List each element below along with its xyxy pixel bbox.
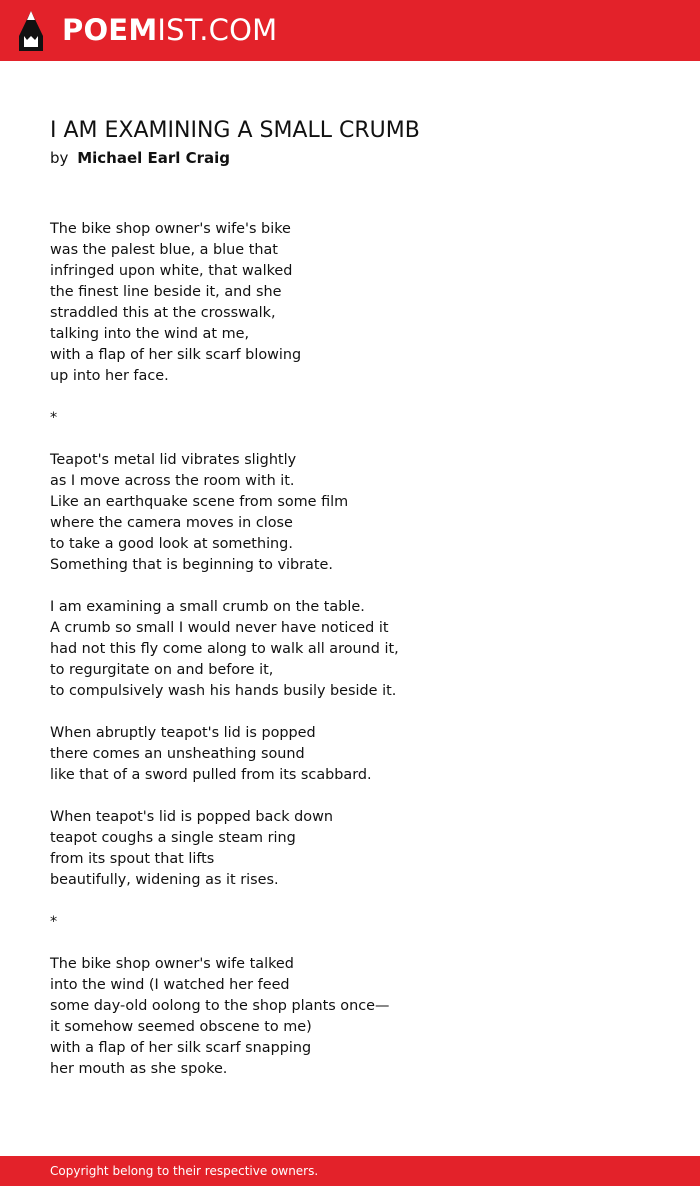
poem-body bbox=[50, 219, 650, 1101]
poem-line: was the palest blue, a blue that bbox=[50, 242, 278, 258]
poem-line: had not this fly come along to walk all around it, bbox=[50, 641, 399, 657]
poem-stanza bbox=[50, 912, 650, 933]
poem-stanza bbox=[50, 597, 650, 702]
byline bbox=[50, 148, 230, 169]
poem-line: there comes an unsheathing sound bbox=[50, 746, 305, 762]
copyright-text: Copyright belong to their respective owners. bbox=[50, 1164, 319, 1178]
poem-line: her mouth as she spoke. bbox=[50, 1061, 228, 1077]
poem-line: some day-old oolong to the shop plants once— bbox=[50, 998, 390, 1014]
poem-line: to compulsively wash his hands busily beside it. bbox=[50, 683, 397, 699]
poem-line: up into her face. bbox=[50, 368, 169, 384]
poem-line: like that of a sword pulled from its scabbard. bbox=[50, 767, 372, 783]
poem-line: The bike shop owner's wife's bike bbox=[50, 221, 291, 237]
poem-line: teapot coughs a single steam ring bbox=[50, 830, 296, 846]
poem-line: A crumb so small I would never have noticed it bbox=[50, 620, 389, 636]
poem-stanza bbox=[50, 219, 650, 387]
pencil-tip-icon[interactable] bbox=[18, 10, 44, 52]
poem-line: Teapot's metal lid vibrates slightly bbox=[50, 452, 297, 468]
poem-line: as I move across the room with it. bbox=[50, 473, 295, 489]
poem-line: the finest line beside it, and she bbox=[50, 284, 282, 300]
poem-line: talking into the wind at me, bbox=[50, 326, 250, 342]
poem-line: infringed upon white, that walked bbox=[50, 263, 293, 279]
poem-line: beautifully, widening as it rises. bbox=[50, 872, 279, 888]
logo-brand-light: IST.COM bbox=[157, 13, 278, 47]
poem-line: * bbox=[50, 914, 58, 930]
poem-line: where the camera moves in close bbox=[50, 515, 293, 531]
site-logo[interactable] bbox=[62, 13, 277, 47]
poem-title: I AM EXAMINING A SMALL CRUMB bbox=[50, 118, 420, 143]
poem-line: I am examining a small crumb on the table. bbox=[50, 599, 365, 615]
poem-line: from its spout that lifts bbox=[50, 851, 215, 867]
poem-line: into the wind (I watched her feed bbox=[50, 977, 290, 993]
poem-line: * bbox=[50, 410, 58, 426]
site-header bbox=[0, 0, 700, 61]
poem-stanza bbox=[50, 450, 650, 576]
poem-stanza bbox=[50, 807, 650, 891]
poem-line: Something that is beginning to vibrate. bbox=[50, 557, 333, 573]
poem-line: with a flap of her silk scarf blowing bbox=[50, 347, 302, 363]
poem-stanza bbox=[50, 723, 650, 786]
poem-line: The bike shop owner's wife talked bbox=[50, 956, 294, 972]
site-footer bbox=[0, 1156, 700, 1186]
poem-line: straddled this at the crosswalk, bbox=[50, 305, 276, 321]
author-name: Michael Earl Craig bbox=[77, 149, 231, 167]
poem-line: to take a good look at something. bbox=[50, 536, 293, 552]
poem-line: Like an earthquake scene from some film bbox=[50, 494, 349, 510]
logo-brand-bold: POEM bbox=[62, 13, 158, 47]
poem-line: When teapot's lid is popped back down bbox=[50, 809, 333, 825]
poem-stanza bbox=[50, 408, 650, 429]
poem-line: to regurgitate on and before it, bbox=[50, 662, 274, 678]
poem-stanza bbox=[50, 954, 650, 1080]
by-label: by bbox=[50, 149, 69, 167]
poem-line: When abruptly teapot's lid is popped bbox=[50, 725, 316, 741]
poem-line: it somehow seemed obscene to me) bbox=[50, 1019, 312, 1035]
poem-line: with a flap of her silk scarf snapping bbox=[50, 1040, 312, 1056]
